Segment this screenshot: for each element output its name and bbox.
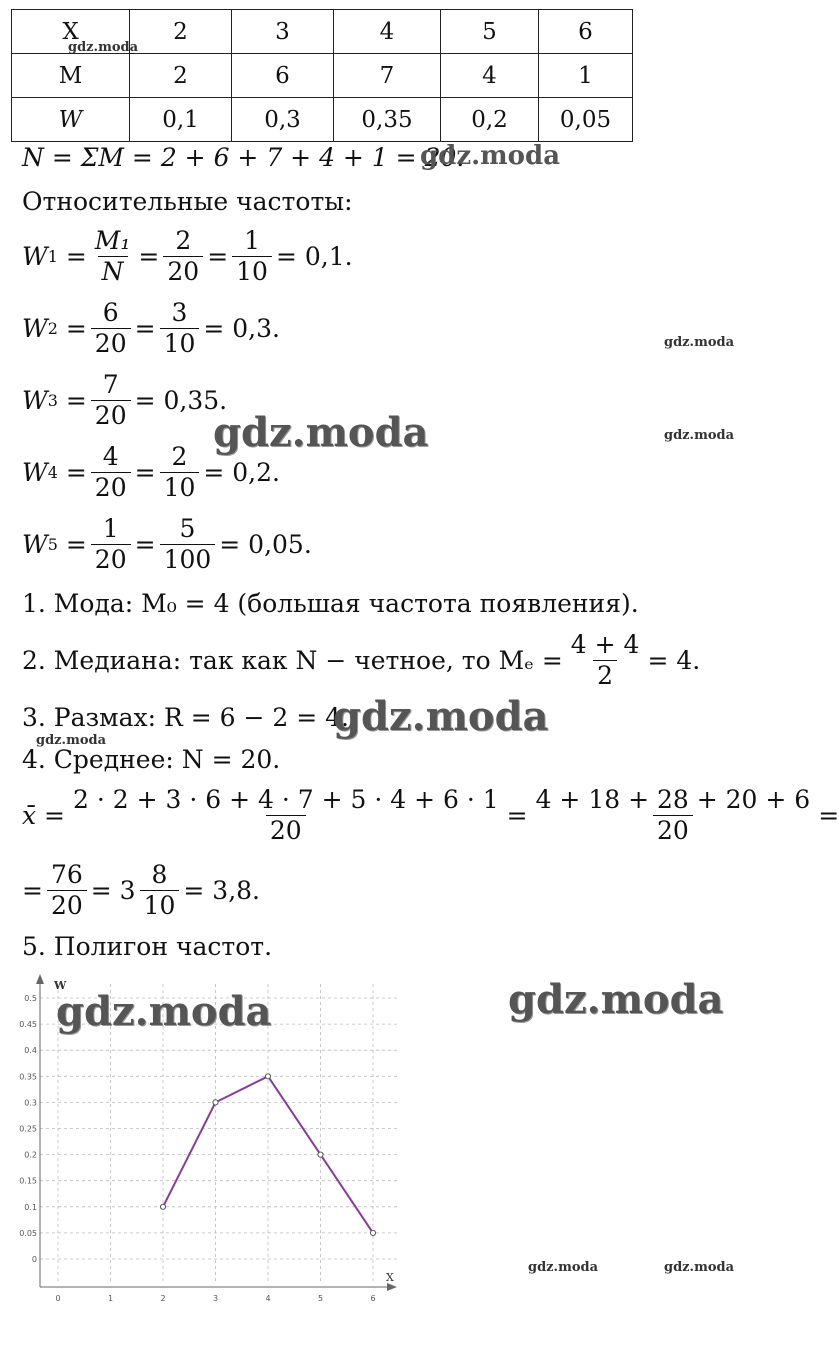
- data-point: [370, 1230, 375, 1235]
- table-row-m: [12, 54, 633, 98]
- data-point: [160, 1204, 165, 1209]
- denominator: 10: [160, 328, 200, 359]
- watermark: gdz.moda: [664, 335, 735, 350]
- numerator: 4: [102, 442, 119, 471]
- polygon-heading: 5. Полигон частот.: [22, 932, 273, 961]
- w2-result: = 0,3.: [203, 314, 280, 343]
- denominator: 20: [163, 256, 203, 287]
- table-cell: 2: [130, 54, 232, 98]
- equals-sign: =: [818, 801, 839, 830]
- y-axis-label: W: [54, 979, 67, 992]
- fraction: [91, 298, 131, 359]
- y-tick-label: 0.5: [24, 994, 37, 1003]
- watermark: gdz.moda: [528, 1260, 599, 1275]
- x-tick-label: 2: [160, 1294, 166, 1303]
- table-cell: 4: [441, 54, 539, 98]
- w5-result: = 0,05.: [219, 530, 312, 559]
- relative-frequencies-heading: Относительные частоты:: [22, 187, 353, 216]
- x-tick-label: 0: [55, 1294, 61, 1303]
- denominator: 100: [160, 544, 216, 575]
- x-tick-label: 6: [370, 1294, 376, 1303]
- w3-lhs: W: [22, 386, 48, 415]
- table-cell: 7: [334, 54, 441, 98]
- w1-lhs: W: [22, 242, 48, 271]
- y-tick-label: 0.45: [19, 1020, 37, 1030]
- table-cell: 0,3: [232, 98, 334, 142]
- mean-result: = 3,8.: [183, 876, 260, 905]
- w5-formula: W 5 = $\frac{1}{20}$ = $\frac{5}{100}$ = 0,05.: [22, 514, 312, 574]
- denominator: 20: [91, 544, 131, 575]
- w4-formula: W 4 = $\frac{4}{20}$ = $\frac{2}{10}$ = 0,2.: [22, 442, 280, 502]
- denominator: 10: [140, 890, 180, 921]
- w2-formula: W 2 = $\frac{6}{20}$ = $\frac{3}{10}$ = 0,3.: [22, 298, 280, 358]
- denominator: 2: [593, 660, 617, 691]
- numerator: 8: [151, 860, 168, 889]
- median-line: [22, 630, 700, 691]
- data-point: [265, 1074, 270, 1079]
- table-cell: 4: [334, 10, 441, 54]
- table-cell: 0,2: [441, 98, 539, 142]
- fraction: [91, 442, 131, 503]
- table-cell: 6: [539, 10, 633, 54]
- mean-lhs: x̄ =: [22, 801, 65, 830]
- denominator: 20: [47, 890, 87, 921]
- equals-sign: =: [22, 876, 43, 905]
- table-cell: 5: [441, 10, 539, 54]
- w4-lhs: W: [22, 458, 48, 487]
- frequency-table: [11, 9, 633, 142]
- watermark: gdz.moda: [56, 988, 272, 1035]
- numerator: 76: [50, 860, 83, 889]
- table-head-cell: X: [12, 10, 130, 54]
- numerator: 7: [102, 370, 119, 399]
- watermark: gdz.moda: [664, 428, 735, 443]
- fraction: [160, 298, 200, 359]
- fraction: [91, 370, 131, 431]
- table-cell: 3: [232, 10, 334, 54]
- numerator: 5: [179, 514, 196, 543]
- y-tick-label: 0.35: [19, 1072, 37, 1082]
- numerator: 2: [175, 226, 192, 255]
- denominator: 20: [266, 815, 306, 846]
- fraction: [69, 785, 503, 846]
- y-tick-label: 0.1: [24, 1202, 37, 1212]
- mode-line: 1. Мода: M₀ = 4 (большая частота появления).: [22, 589, 639, 618]
- fraction: [140, 860, 180, 921]
- fraction: [567, 630, 644, 691]
- fraction: [160, 442, 200, 503]
- table-head-cell: W: [12, 98, 130, 142]
- w4-sub: 4: [47, 463, 58, 482]
- y-tick-label: 0.2: [24, 1150, 37, 1160]
- x-tick-label: 5: [317, 1294, 324, 1303]
- w5-sub: 5: [47, 535, 58, 554]
- watermark: gdz.moda: [664, 1260, 735, 1275]
- denominator: 20: [91, 472, 131, 503]
- denominator: 20: [91, 400, 131, 431]
- w3-result: = 0,35.: [134, 386, 228, 415]
- table-cell: 0,35: [334, 98, 441, 142]
- fraction: [232, 226, 272, 287]
- data-point: [213, 1100, 218, 1105]
- watermark: gdz.moda: [68, 40, 139, 55]
- range-line: 3. Размах: R = 6 − 2 = 4.: [22, 703, 349, 732]
- w2-lhs: W: [22, 314, 48, 343]
- w4-result: = 0,2.: [203, 458, 280, 487]
- table-cell: 0,05: [539, 98, 633, 142]
- numerator: 1: [102, 514, 119, 543]
- denominator: 10: [160, 472, 200, 503]
- x-axis-arrow: [387, 1283, 397, 1291]
- watermark: gdz.moda: [213, 409, 429, 456]
- numerator: M₁: [94, 226, 131, 255]
- denominator: 20: [653, 815, 693, 846]
- table-head-cell: M: [12, 54, 130, 98]
- w3-sub: 3: [47, 391, 58, 410]
- y-axis-arrow: [36, 974, 44, 984]
- y-tick-label: 0.15: [19, 1176, 37, 1186]
- numerator: 1: [244, 226, 260, 255]
- equals-sign: =: [90, 876, 112, 905]
- x-tick-label: 1: [107, 1294, 114, 1303]
- data-point: [318, 1152, 323, 1157]
- numerator: 3: [171, 298, 188, 327]
- x-axis-label: X: [386, 1271, 394, 1284]
- numerator: 6: [102, 298, 119, 327]
- fraction: [91, 514, 131, 575]
- w2-sub: 2: [47, 319, 58, 338]
- x-tick-label: 4: [265, 1294, 271, 1303]
- y-tick-label: 0.4: [24, 1046, 37, 1056]
- mean-formula: [22, 785, 839, 846]
- fraction: [47, 860, 87, 921]
- numerator: 4 + 18 + 28 + 20 + 6: [535, 785, 811, 814]
- denominator: 10: [232, 256, 272, 287]
- sum-line: N = ΣM = 2 + 6 + 7 + 4 + 1 = 20.: [22, 143, 465, 172]
- fraction: [160, 514, 216, 575]
- denominator: 20: [91, 328, 131, 359]
- watermark: gdz.moda: [508, 976, 724, 1023]
- numerator: 2 · 2 + 3 · 6 + 4 · 7 + 5 · 4 + 6 · 1: [73, 785, 499, 814]
- numerator: 2: [171, 442, 188, 471]
- table-cell: 0,1: [130, 98, 232, 142]
- denominator: N: [98, 256, 128, 287]
- y-tick-label: 0: [31, 1255, 37, 1264]
- median-result: = 4.: [647, 646, 701, 675]
- table-cell: 2: [130, 10, 232, 54]
- fraction: [163, 226, 203, 287]
- equals-sign: =: [506, 801, 528, 830]
- fraction: [532, 785, 815, 846]
- w1-sub: 1: [47, 247, 58, 266]
- table-row-w: [12, 98, 633, 142]
- mixed-whole: 3: [119, 876, 136, 905]
- watermark: gdz.moda: [420, 141, 561, 171]
- y-tick-label: 0.25: [19, 1124, 37, 1134]
- fraction: [91, 226, 135, 287]
- median-text: 2. Медиана: так как N − четное, то Mₑ =: [22, 646, 563, 675]
- w1-result: = 0,1.: [275, 242, 353, 271]
- y-tick-label: 0.3: [24, 1098, 37, 1108]
- mean-result-line: [22, 860, 260, 921]
- watermark: gdz.moda: [333, 693, 549, 740]
- numerator: 4 + 4: [570, 630, 640, 659]
- table-cell: 1: [539, 54, 633, 98]
- w1-formula: W 1 = $\frac{\text{M₁}}{N}$ = $\frac{2}{20}$ = $\frac{1}{10}$ = 0,1.: [22, 226, 353, 286]
- mean-heading: 4. Среднее: N = 20.: [22, 745, 281, 774]
- watermark: gdz.moda: [36, 733, 107, 748]
- y-tick-label: 0.05: [19, 1228, 37, 1238]
- x-tick-label: 3: [212, 1294, 219, 1303]
- table-cell: 6: [232, 54, 334, 98]
- w5-lhs: W: [22, 530, 48, 559]
- w3-formula: W 3 = $\frac{7}{20}$ = 0,35.: [22, 370, 228, 430]
